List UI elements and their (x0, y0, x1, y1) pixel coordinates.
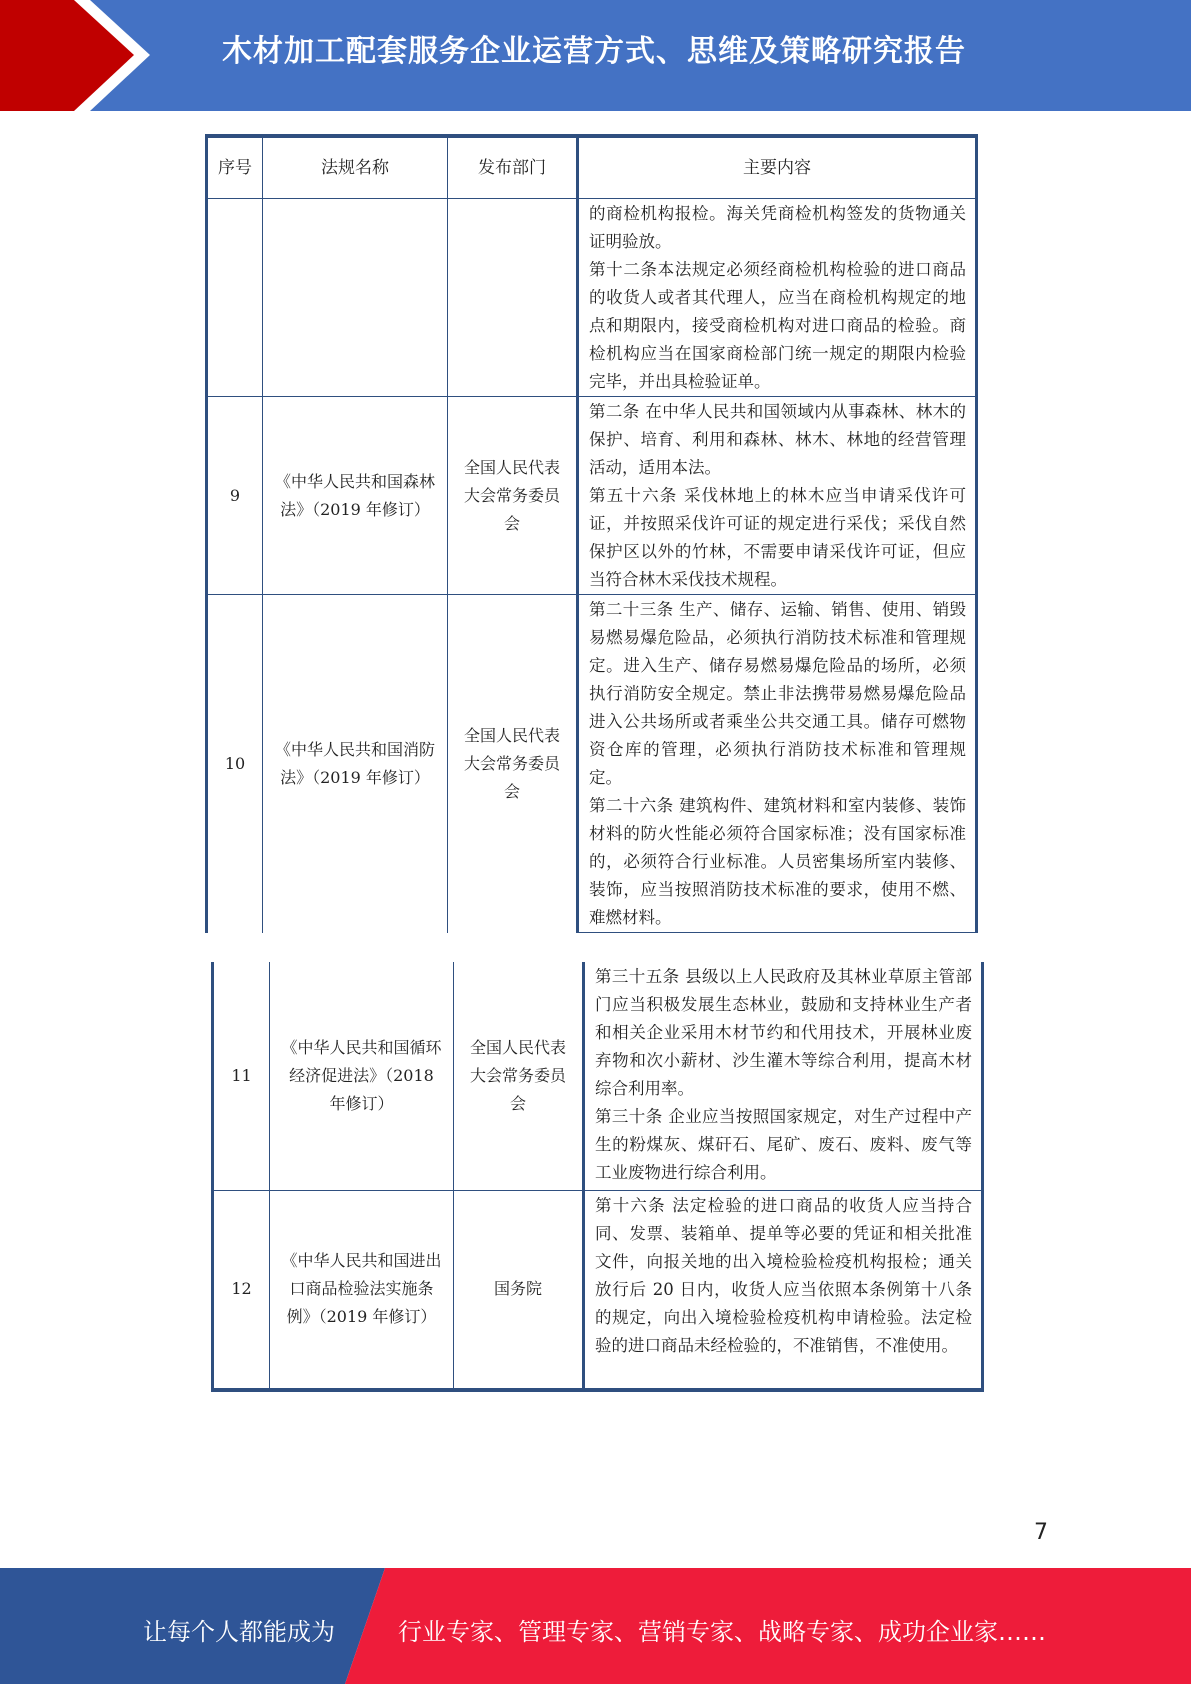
table-row (207, 595, 977, 933)
regulation-name: 《中华人民共和国循环经济促进法》（2018 年修订） (270, 962, 454, 1190)
main-content (584, 1190, 983, 1390)
regulation-name: 《中华人民共和国进出口商品检验法实施条例》（2019 年修订） (270, 1190, 454, 1390)
column-header-name: 法规名称 (263, 136, 448, 199)
table-row (207, 397, 977, 595)
publishing-department: 全国人民代表大会常务委员会 (454, 962, 584, 1190)
publishing-department (448, 199, 578, 397)
footer-slogan-right: 行业专家、管理专家、营销专家、战略专家、成功企业家…… (398, 1618, 1046, 1646)
table-row (207, 199, 977, 397)
table-row (213, 1190, 983, 1390)
row-number: 10 (207, 595, 263, 933)
content-paragraph: 第十六条 法定检验的进口商品的收货人应当持合同、发票、装箱单、提单等必要的凭证和相关批准文件，向报关地的出入境检验检疫机构报检；通关放行后 20 日内，收货人应当依照本条例第十八条的规定，向出入境检验检疫机构申请检验。法定检验的进口商品未经检验的，不准销售，不准使用。 (595, 1195, 972, 1355)
publishing-department: 国务院 (454, 1190, 584, 1390)
page-number: 7 (1034, 1520, 1048, 1545)
regulation-name: 《中华人民共和国森林法》（2019 年修订） (263, 397, 448, 595)
column-header-no: 序号 (207, 136, 263, 199)
main-content (584, 962, 983, 1190)
report-title: 木材加工配套服务企业运营方式、思维及策略研究报告 (222, 34, 966, 69)
regulations-table-part-1 (205, 134, 978, 933)
row-number: 9 (207, 397, 263, 595)
content-paragraph: 第二条 在中华人民共和国领域内从事森林、林木的保护、培育、利用和森林、林木、林地的经营管理活动，适用本法。 (589, 402, 966, 477)
regulation-name (263, 199, 448, 397)
row-number (207, 199, 263, 397)
main-content (578, 199, 977, 397)
footer-slogan-left: 让每个人都能成为 (143, 1618, 335, 1646)
main-content (578, 397, 977, 595)
content-paragraph: 第二十三条 生产、储存、运输、销售、使用、销毁易燃易爆危险品，必须执行消防技术标准和管理规定。进入生产、储存易燃易爆危险品的场所，必须执行消防安全规定。禁止非法携带易燃易爆危险品进入公共场所或者乘坐公共交通工具。储存可燃物资仓库的管理，必须执行消防技术标准和管理规定。 (589, 600, 966, 787)
row-number: 12 (213, 1190, 270, 1390)
content-paragraph: 的商检机构报检。海关凭商检机构签发的货物通关证明验放。 (589, 204, 966, 251)
page-header (0, 0, 1191, 111)
page-footer (0, 1568, 1191, 1684)
publishing-department: 全国人民代表大会常务委员会 (448, 595, 578, 933)
column-header-dept: 发布部门 (448, 136, 578, 199)
column-header-content: 主要内容 (578, 136, 977, 199)
table-header-row (207, 136, 977, 199)
regulations-table-part-2 (211, 962, 984, 1392)
content-paragraph: 第十二条本法规定必须经商检机构检验的进口商品的收货人或者其代理人，应当在商检机构规定的地点和期限内，接受商检机构对进口商品的检验。商检机构应当在国家商检部门统一规定的期限内检验完毕，并出具检验证单。 (589, 260, 966, 391)
content-paragraph: 第二十六条 建筑构件、建筑材料和室内装修、装饰材料的防火性能必须符合国家标准；没有国家标准的，必须符合行业标准。人员密集场所室内装修、装饰，应当按照消防技术标准的要求，使用不燃、难燃材料。 (589, 796, 966, 927)
header-arrow-icon (0, 0, 160, 111)
publishing-department: 全国人民代表大会常务委员会 (448, 397, 578, 595)
row-number: 11 (213, 962, 270, 1190)
content-paragraph: 第三十五条 县级以上人民政府及其林业草原主管部门应当积极发展生态林业，鼓励和支持林业生产者和相关企业采用木材节约和代用技术，开展林业废弃物和次小薪材、沙生灌木等综合利用，提高木材综合利用率。 (595, 967, 972, 1098)
table-row (213, 962, 983, 1190)
content-paragraph: 第五十六条 采伐林地上的林木应当申请采伐许可证，并按照采伐许可证的规定进行采伐；采伐自然保护区以外的竹林，不需要申请采伐许可证，但应当符合林木采伐技术规程。 (589, 486, 966, 589)
main-content (578, 595, 977, 933)
content-paragraph: 第三十条 企业应当按照国家规定，对生产过程中产生的粉煤灰、煤矸石、尾矿、废石、废料、废气等工业废物进行综合利用。 (595, 1107, 972, 1182)
regulation-name: 《中华人民共和国消防法》（2019 年修订） (263, 595, 448, 933)
